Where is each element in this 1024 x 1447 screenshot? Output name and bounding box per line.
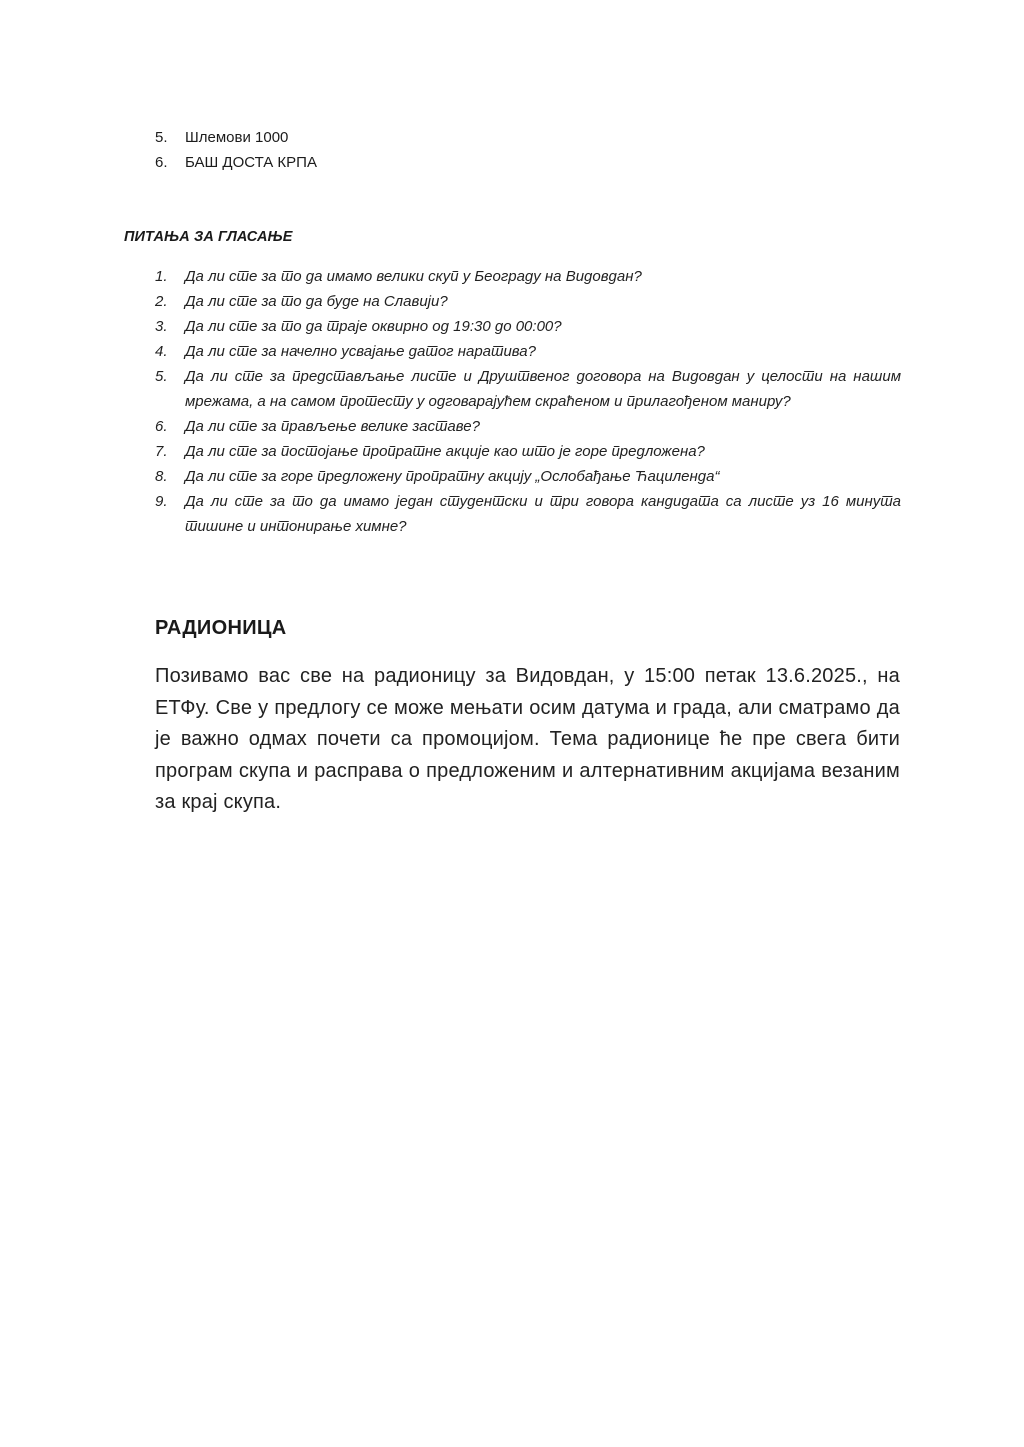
workshop-heading: РАДИОНИЦА bbox=[155, 617, 287, 639]
list-item-number: 6. bbox=[155, 154, 168, 171]
question-text: Да ли сте за то да имамо један студентски и три говора кандидата са листе уз 16 минута тишине и интонирање химне? bbox=[185, 493, 901, 535]
question-number: 6. bbox=[155, 418, 168, 435]
question-text: Да ли сте за горе предложену пропратну акцију „Ослобађање Ћациленда“ bbox=[185, 468, 720, 485]
question-text: Да ли сте за то да траје оквирно од 19:30 до 00:00? bbox=[185, 318, 562, 335]
voting-questions-list bbox=[155, 264, 901, 539]
list-item-text: Шлемови 1000 bbox=[185, 129, 289, 146]
question-text: Да ли сте за постојање пропратне акције као што је горе предложена? bbox=[185, 443, 705, 460]
question-text: Да ли сте за начелно усвајање датог наратива? bbox=[185, 343, 536, 360]
question-item bbox=[155, 414, 901, 439]
question-item bbox=[155, 289, 901, 314]
question-number: 2. bbox=[155, 293, 168, 310]
question-number: 4. bbox=[155, 343, 168, 360]
question-number: 8. bbox=[155, 468, 168, 485]
question-number: 7. bbox=[155, 443, 168, 460]
question-item bbox=[155, 314, 901, 339]
question-item bbox=[155, 264, 901, 289]
question-text: Да ли сте за то да буде на Славији? bbox=[185, 293, 448, 310]
list-item bbox=[155, 150, 317, 175]
question-item bbox=[155, 364, 901, 414]
question-item bbox=[155, 464, 901, 489]
voting-questions-heading: ПИТАЊА ЗА ГЛАСАЊЕ bbox=[124, 229, 293, 245]
list-item-number: 5. bbox=[155, 129, 168, 146]
list-item bbox=[155, 125, 317, 150]
question-number: 5. bbox=[155, 368, 168, 385]
list-item-text: БАШ ДОСТА КРПА bbox=[185, 154, 317, 171]
question-item bbox=[155, 339, 901, 364]
question-text: Да ли сте за представљање листе и Друштвеног договора на Видовдан у целости на нашим мрежама, а на самом протесту у одговарајућем скраћеном и прилагођеном маниру? bbox=[185, 368, 901, 410]
question-item bbox=[155, 439, 901, 464]
workshop-paragraph: Позивамо вас све на радионицу за Видовдан, у 15:00 петак 13.6.2025., на ЕТФу. Све у предлогу се може мењати осим датума и града, али сматрамо да је важно одмах почети са промоцијом. Тема радионице ће пре свега бити програм скупа и расправа о предложеним и алтернативним акцијама везаним за крај скупа. bbox=[155, 665, 900, 813]
question-text: Да ли сте за то да имамо велики скуп у Београду на Видовдан? bbox=[185, 268, 642, 285]
question-number: 3. bbox=[155, 318, 168, 335]
question-number: 1. bbox=[155, 268, 168, 285]
question-text: Да ли сте за прављење велике заставе? bbox=[185, 418, 480, 435]
question-number: 9. bbox=[155, 493, 168, 510]
question-item bbox=[155, 489, 901, 539]
supplies-list bbox=[155, 125, 317, 175]
